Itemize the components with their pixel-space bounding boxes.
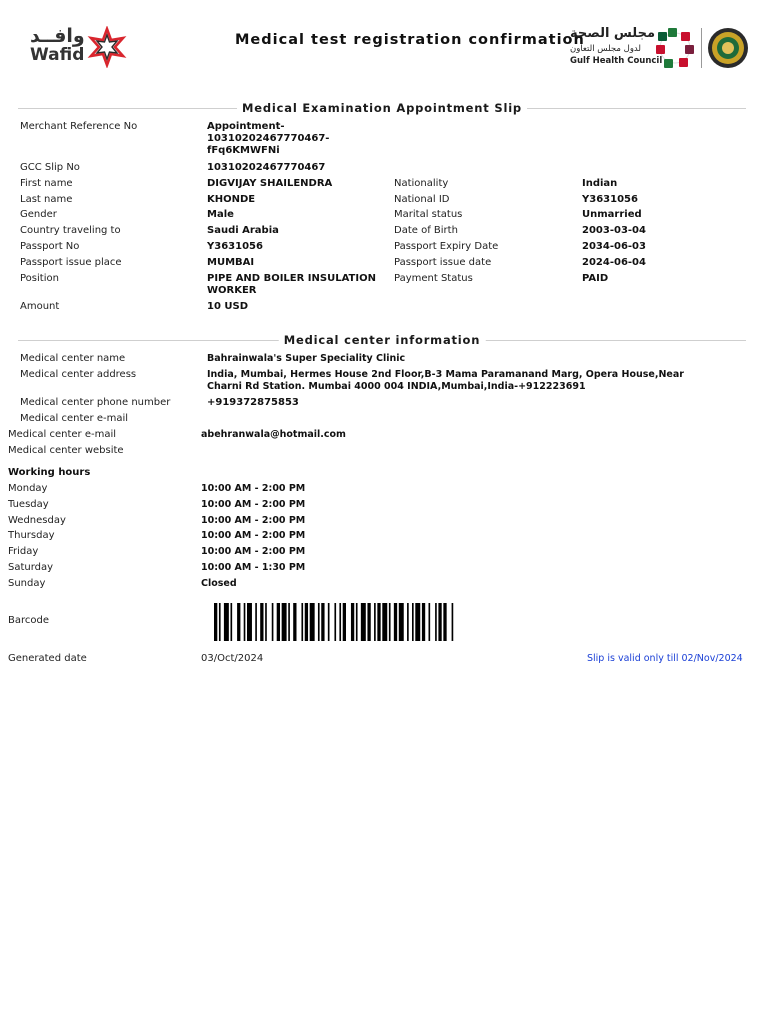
- position-value-line2: WORKER: [207, 285, 257, 296]
- first-name-value: DIGVIJAY SHAILENDRA: [207, 178, 333, 189]
- wafid-logo: [28, 24, 132, 68]
- center-name-label: Medical center name: [20, 353, 126, 364]
- center-email-label: Medical center e-mail: [20, 413, 129, 424]
- marital-status-label: Marital status: [394, 209, 463, 220]
- gender-label: Gender: [20, 209, 57, 220]
- national-id-value: Y3631056: [582, 194, 638, 205]
- working-hours-heading: Working hours: [8, 467, 91, 478]
- wafid-logo-arabic: وافــد: [30, 25, 85, 47]
- passport-expiry-label: Passport Expiry Date: [394, 241, 499, 252]
- first-name-label: First name: [20, 178, 73, 189]
- gender-value: Male: [207, 209, 234, 220]
- passport-expiry-value: 2034-06-03: [582, 241, 646, 252]
- barcode-label: Barcode: [8, 615, 49, 626]
- ghc-logo-english: Gulf Health Council: [570, 56, 663, 66]
- payment-status-label: Payment Status: [394, 273, 473, 284]
- gcc-flags-emblem-icon: [654, 26, 696, 70]
- appointment-section-title: Medical Examination Appointment Slip: [237, 101, 527, 115]
- working-hours-day: Tuesday: [8, 498, 49, 510]
- gcc-seal-icon: [707, 27, 749, 69]
- passport-no-label: Passport No: [20, 241, 80, 252]
- gcc-slip-value: 10310202467770467: [207, 162, 326, 173]
- barcode-image: [214, 603, 620, 641]
- working-hours-time: 10:00 AM - 2:00 PM: [201, 546, 306, 558]
- passport-issue-value: 2024-06-04: [582, 257, 646, 268]
- center-phone-label: Medical center phone number: [20, 397, 171, 408]
- last-name-value: KHONDE: [207, 194, 256, 205]
- working-hours-time: 10:00 AM - 2:00 PM: [201, 498, 306, 510]
- payment-status-value: PAID: [582, 273, 609, 284]
- country-value: Saudi Arabia: [207, 225, 279, 236]
- working-hours-day: Wednesday: [8, 514, 66, 526]
- marital-status-value: Unmarried: [582, 209, 642, 220]
- working-hours-time: Closed: [201, 577, 237, 589]
- working-hours-day: Monday: [8, 483, 48, 494]
- working-hours-time: 10:00 AM - 1:30 PM: [201, 562, 306, 573]
- merchant-ref-value-line3: fFq6KMWFNi: [207, 145, 280, 156]
- center-website-label: Medical center website: [8, 445, 124, 456]
- working-hours-day: Friday: [8, 546, 39, 558]
- working-hours-time: 10:00 AM - 2:00 PM: [201, 483, 306, 494]
- position-value-line1: PIPE AND BOILER INSULATION: [207, 273, 376, 284]
- working-hours-time: 10:00 AM - 2:00 PM: [201, 530, 306, 542]
- appointment-section-header: [18, 101, 746, 115]
- page-title: Medical test registration confirmation: [235, 32, 585, 48]
- passport-place-label: Passport issue place: [20, 257, 122, 268]
- slip-validity-text: Slip is valid only till 02/Nov/2024: [587, 653, 743, 664]
- center-address-line2: Charni Rd Station. Mumbai 4000 004 INDIA,Mumbai,India-+912223691: [207, 381, 586, 392]
- amount-value: 10 USD: [207, 301, 249, 312]
- amount-label: Amount: [20, 301, 60, 312]
- center-email-value[interactable]: abehranwala@hotmail.com: [201, 429, 346, 440]
- medical-center-section-title: Medical center information: [279, 333, 486, 347]
- passport-no-value: Y3631056: [207, 241, 263, 252]
- merchant-ref-value-line2: 10310202467770467-: [207, 133, 330, 144]
- dob-value: 2003-03-04: [582, 225, 646, 236]
- wafid-star-icon: [86, 26, 128, 68]
- center-phone-value: +919372875853: [207, 397, 299, 408]
- working-hours-day: Sunday: [8, 577, 46, 589]
- center-name-value: Bahrainwala's Super Speciality Clinic: [207, 353, 406, 364]
- national-id-label: National ID: [394, 194, 450, 205]
- working-hours-day: Saturday: [8, 562, 54, 573]
- medical-center-section-header: [18, 333, 746, 347]
- merchant-ref-value-line1: Appointment-: [207, 121, 285, 132]
- generated-date-label: Generated date: [8, 653, 87, 664]
- nationality-value: Indian: [582, 178, 618, 189]
- last-name-label: Last name: [20, 194, 73, 205]
- wafid-logo-english: Wafid: [30, 45, 85, 65]
- gcc-slip-label: GCC Slip No: [20, 162, 80, 173]
- gulf-health-council-logo: [566, 24, 752, 72]
- country-label: Country traveling to: [20, 225, 121, 236]
- generated-date-value: 03/Oct/2024: [201, 653, 264, 664]
- passport-issue-label: Passport issue date: [394, 257, 492, 268]
- working-hours-time: 10:00 AM - 2:00 PM: [201, 514, 306, 526]
- nationality-label: Nationality: [394, 178, 449, 189]
- ghc-logo-arabic: مجلس الصحة: [570, 26, 656, 41]
- position-label: Position: [20, 273, 59, 284]
- center-address-line1: India, Mumbai, Hermes House 2nd Floor,B-3 Mama Paramanand Marg, Opera House,Near: [207, 369, 684, 380]
- center-address-label: Medical center address: [20, 369, 137, 380]
- working-hours-day: Thursday: [8, 530, 55, 542]
- passport-place-value: MUMBAI: [207, 257, 255, 268]
- ghc-logo-arabic-sub: لدول مجلس التعاون: [570, 44, 641, 54]
- dob-label: Date of Birth: [394, 225, 458, 236]
- center-email-label-secondary: Medical center e-mail: [8, 429, 117, 440]
- merchant-ref-label: Merchant Reference No: [20, 121, 138, 132]
- logo-divider: [701, 28, 702, 68]
